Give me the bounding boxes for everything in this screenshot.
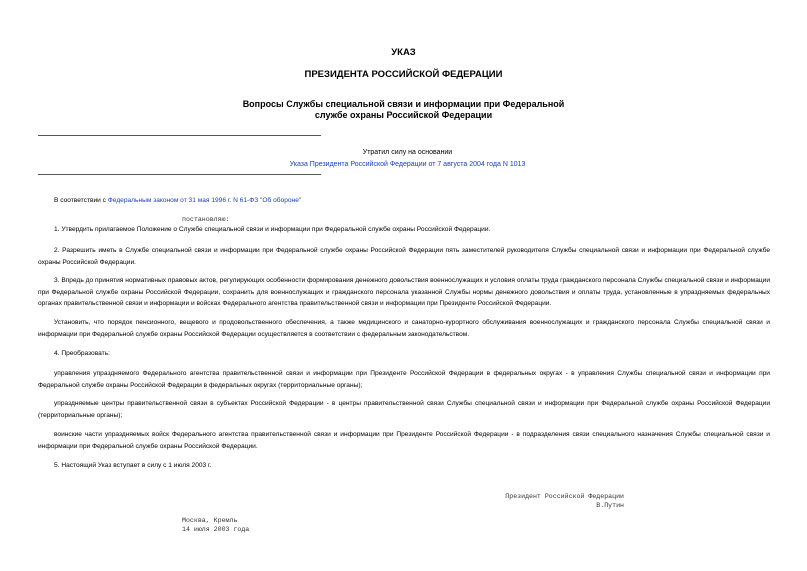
paragraph-4-item-3: воинские части упраздняемых войск Федерального агентства правительственной связи и информации при Президенте Российской Федерации - в подразделения связи специального назначения Службы специальной связи и информации при Федеральной службе охраны Российской Федерации. bbox=[38, 431, 770, 450]
issuer-heading: ПРЕЗИДЕНТА РОССИЙСКОЙ ФЕДЕРАЦИИ bbox=[304, 69, 503, 80]
document-title-line1: Вопросы Службы специальной связи и информации при Федеральной bbox=[242, 99, 565, 109]
signing-date: 14 июля 2003 года bbox=[182, 526, 250, 533]
signer-position: Президент Российской Федерации bbox=[505, 493, 624, 500]
signer-name: В.Путин bbox=[596, 502, 624, 509]
paragraph-3: 3. Впредь до принятия нормативных правовых актов, регулирующих особенности формирования денежного довольствия военнослужащих и условия оплаты труда гражданского персонала Службы специальной связи и информации при Федеральной службе охраны Российской Федерации, сохранить для военнослужащих и гражданского персонала указанной Службы нормы денежного довольствия и оплаты труда, установленные в упраздняемых федеральных органах правительственной связи и информации и войсках Федерального агентства правительственной связи и информации при Президенте Российской Федерации. bbox=[38, 277, 771, 307]
defense-law-link[interactable]: Федеральным законом от 31 мая 1996 г. N 61-ФЗ "Об обороне" bbox=[107, 197, 302, 204]
paragraph-4-item-1: управления упраздняемого Федерального агентства правительственной связи и информации при Президенте Российской Федерации в федеральных округах - в управления Службы специальной связи и информации при Федеральной службе охраны Российской Федерации в федеральных округах (территориальные органы); bbox=[38, 370, 770, 389]
divider-bottom bbox=[38, 174, 321, 175]
paragraph-3-continued: Установить, что порядок пенсионного, вещевого и продовольственного обеспечения, а также медицинского и санаторно-курортного обслуживания военнослужащих и гражданского персонала Службы специальной связи и информации при Федеральной службе охраны Российской Федерации осуществляется в соответствии с федеральным законодательством. bbox=[38, 319, 770, 338]
place-date-block bbox=[182, 516, 249, 534]
divider-top bbox=[38, 135, 321, 136]
paragraph-4: 4. Преобразовать: bbox=[54, 350, 110, 357]
preamble-text: В соответствии с bbox=[54, 197, 108, 204]
document-title-line2: службе охраны Российской Федерации bbox=[314, 110, 493, 120]
decree-heading: УКАЗ bbox=[391, 47, 416, 58]
repeal-decree-link[interactable]: Указа Президента Российской Федерации от 7 августа 2004 года N 1013 bbox=[289, 161, 526, 168]
paragraph-4-item-2: упраздняемые центры правительственной связи в субъектах Российской Федерации - в центры правительственной связи Службы специальной связи и информации при Федеральной службе охраны Российской Федерации (территориальные органы); bbox=[38, 400, 770, 419]
paragraph-5: 5. Настоящий Указ вступает в силу с 1 июля 2003 г. bbox=[54, 462, 212, 469]
paragraph-2: 2. Разрешить иметь в Службе специальной связи и информации при Федеральной службе охраны Российской Федерации пять заместителей руководителя Службы специальной связи и информации при Федеральной службе охраны Российской Федерации. bbox=[38, 247, 770, 266]
repeal-note-text: Утратил силу на основании bbox=[362, 149, 453, 156]
paragraph-1: 1. Утвердить прилагаемое Положение о Службе специальной связи и информации при Федеральной службе охраны Российской Федерации. bbox=[54, 226, 491, 233]
resolve-word: постановляю: bbox=[182, 216, 230, 223]
preamble bbox=[38, 195, 770, 207]
signature-block bbox=[470, 492, 624, 510]
repeal-note bbox=[270, 147, 545, 171]
signing-place: Москва, Кремль bbox=[182, 517, 238, 524]
